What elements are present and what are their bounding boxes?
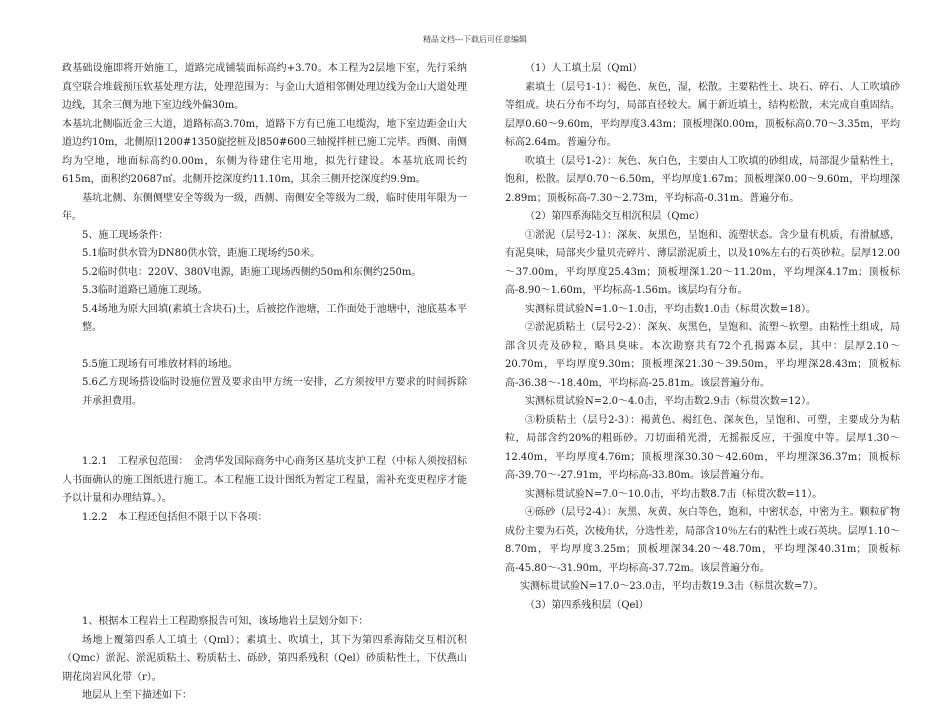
paragraph: ④砾砂（层号2-4）：灰黑、灰黄、灰白等色，饱和，中密状态，中密为主。颗粒矿物成份主要为石英，次棱角状，分选性差，局部含10％左右的粘性土或石英块。层厚1.10～8.70m，平均厚度3.25m；顶板埋深34.20～48.70m，平均埋深40.31m；顶板标高-45.80～-31.90m，平均标高-37.72m。该层普遍分布。 xyxy=(505,507,900,574)
paragraph: ②淤泥质粘土（层号2-2）：深灰、灰黑色，呈饱和、流塑～软塑。由粘性土组成，局部含贝壳及砂粒，略具臭味。本次勘察共有72个孔揭露本层，其中：层厚2.10～20.70m，平均厚度9.30m；顶板埋深21.30～39.50m，平均埋深28.43m；顶板标高-36.38～-18.40m，平均标高-25.81m。该层普遍分布。 xyxy=(505,322,900,389)
paragraph: 1、根据本工程岩土工程勘察报告可知，该场地岩土层划分如下： xyxy=(82,616,369,627)
paragraph: 5.5施工现场有可堆放材料的场地。 xyxy=(82,358,238,370)
right-column xyxy=(505,60,900,615)
paragraph: 1.2.2 本工程还包括但不限于以下各项： xyxy=(82,511,268,523)
spacer xyxy=(62,411,467,453)
paragraph: 政基础设施即将开始施工，道路完成铺装面标高约+3.70。本工程为2层地下室，先行采纳真空联合堆载预压软基处理方法，处理范围为：与金山大道相邻侧处理边线为金山大道处理边线，其余三侧为地下室边线外偏30m。 xyxy=(62,63,467,111)
left-column xyxy=(62,60,467,706)
paragraph: 基坑北侧、东侧侧壁安全等级为一级，西侧、南侧安全等级为二级，临时使用年限为一年。 xyxy=(62,192,467,222)
paragraph: 本基坑北侧临近金三大道，道路标高3.70m，道路下方有已施工电缆沟，地下室边距金山大道边约10m，北侧原∣1200#1350旋挖桩及∣850#600三轴搅拌桩已施工完毕。西侧、南侧均为空地，地面标高约0.00m，东侧为待建住宅用地，拟先行建设。本基坑底周长约615m，面积约20687㎡。北侧开挖深度约11.10m，其余三侧开挖深度约9.9m。 xyxy=(62,118,467,185)
paragraph: 实测标贯试验N=17.0～23.0击，平均击数19.3击（标贯次数=7）。 xyxy=(520,581,824,592)
paragraph: 场地上覆第四系人工填土（Qml）；素填土、吹填土，其下为第四系海陆交互相沉积（Qmc）淤泥、淤泥质粘土、粉质粘土、砾砂，第四系残积（Qel）砂质粘性土，下伏燕山期花岗岩风化带（r）。 xyxy=(62,634,467,683)
paragraph: 地层从上至下描述如下： xyxy=(82,690,192,701)
paragraph: 5.1临时供水管为DN80供水管，距施工现场约50米。 xyxy=(82,248,321,259)
paragraph: 5.3临时道路已通施工现场。 xyxy=(82,285,208,296)
paragraph: 实测标贯试验N=7.0～10.0击，平均击数8.7击（标贯次数=11）。 xyxy=(525,488,823,500)
paragraph: 实测标贯试验N=2.0～4.0击，平均击数2.9击（标贯次数=12）。 xyxy=(525,396,816,407)
paragraph: （2）第四系海陆交互相沉积层（Qmc） xyxy=(525,211,705,222)
page-header: 精品文档---下载后可任意编辑 xyxy=(422,35,528,44)
paragraph: （1）人工填土层（Qml） xyxy=(525,63,643,74)
paragraph: 5.2临时供电：220V、380V电源，距施工现场西侧约50m和东侧约250m。 xyxy=(82,266,422,278)
paragraph: 素填土（层号1-1）：褐色、灰色，湿，松散。主要粘性土、块石、碎石、人工吹填砂等组成。块石分布不均匀，局部直径较大。属于新近填土，结构松散，未完成自重固结。层厚0.60～9.60m，平均厚度3.43m；顶板埋深0.00m，顶板标高0.70～3.35m，平均标高2.64m。普遍分布。 xyxy=(505,81,900,148)
paragraph: 吹填土（层号1-2）：灰色、灰白色，主要由人工吹填的砂组成，局部混少量粘性土，饱和，松散。层厚0.70～6.50m，平均厚度1.67m；顶板埋深0.00～9.60m，平均埋深2.89m；顶板标高-7.30～2.73m，平均标高-0.31m。普遍分布。 xyxy=(505,155,900,204)
spacer xyxy=(62,527,467,613)
paragraph: 1.2.1 工程承包范围： 金湾华发国际商务中心商务区基坑支护工程（中标人须按招标人书面确认的施工图纸进行施工。本工程施工设计图纸为暂定工程量，需补充变更程序才能予以计量和办理结算。）。 xyxy=(62,456,467,504)
paragraph: 5.6乙方现场搭设临时设施位置及要求由甲方统一安排，乙方须按甲方要求的时间拆除并承担费用。 xyxy=(82,377,467,407)
paragraph: ①淤泥（层号2-1）：深灰、灰黑色，呈饱和、流塑状态。含少量有机质，有滑腻感，有泥臭味，局部夹少量贝壳碎片、薄层淤泥质土，以及10%左右的石英砂粒。层厚12.00～37.00m，平均厚度25.43m；顶板埋深1.20～11.20m，平均埋深4.17m；顶板标高-8.90～1.60m，平均标高-1.56m。该层均有分布。 xyxy=(505,229,900,296)
paragraph: 5.4场地为原大回填(素填土含块石)土，后被挖作池塘，工作面处于池塘中，池底基本平整。 xyxy=(82,303,467,333)
spacer xyxy=(62,338,467,356)
paragraph: 实测标贯试验N=1.0～1.0击，平均击数1.0击（标贯次数=18）。 xyxy=(525,303,816,315)
paragraph: 5、施工现场条件： xyxy=(82,229,169,241)
paragraph: ③粉质粘土（层号2-3）：褐黄色、褐红色、深灰色，呈饱和、可塑，主要成分为粘粒，局部含约20%的粗砾砂。刀切面稍光滑，无摇振反应，干强度中等。层厚1.30～12.40m，平均厚度4.76m；顶板埋深30.30～42.60m，平均埋深36.37m；顶板标高-39.70～-27.91m，平均标高-33.80m。该层普遍分布。 xyxy=(505,414,900,481)
paragraph: （3）第四系残积层（Qel） xyxy=(525,599,649,611)
